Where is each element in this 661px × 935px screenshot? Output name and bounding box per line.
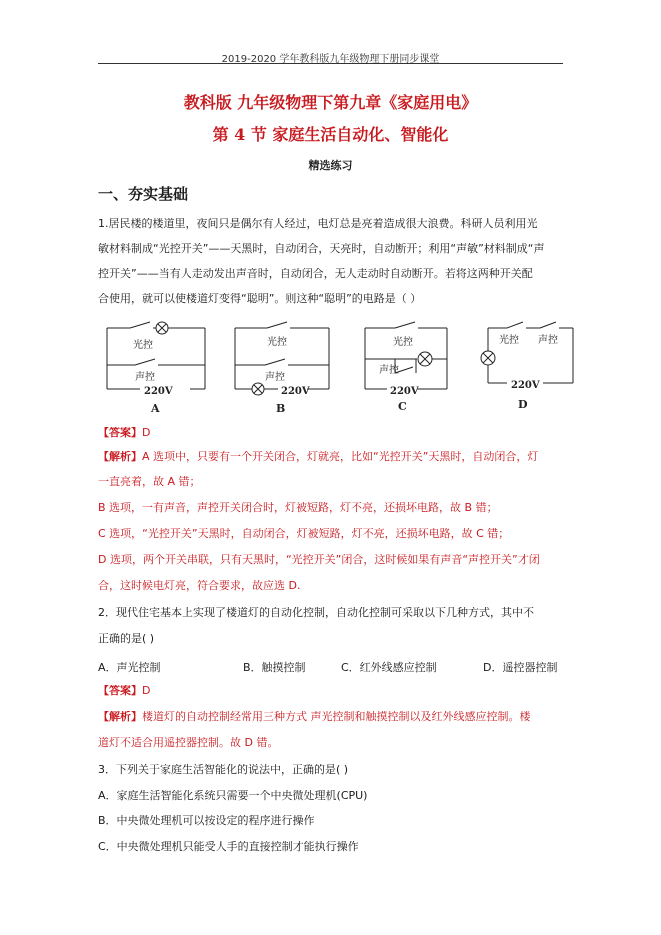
circuit-c-voltage: 220V [390, 386, 419, 397]
q2-option-a: A．声光控制 [98, 661, 161, 674]
circuit-c [365, 322, 447, 389]
circuit-d [481, 322, 573, 383]
q1-line-1: 1.居民楼的楼道里，夜间只是偶尔有人经过，电灯总是亮着造成很大浪费。科研人员利用光 [98, 218, 538, 230]
q1-answer [98, 427, 564, 439]
q2-answer [98, 685, 564, 697]
circuit-d-sound-label: 声控 [538, 335, 558, 346]
answer-tag: 【答案】 [98, 427, 142, 439]
answer-value: D [142, 685, 151, 697]
document-title: 教科版 九年级物理下第九章《家庭用电》 [183, 93, 478, 112]
circuit-d-light-label: 光控 [499, 335, 519, 346]
analysis-text: A 选项中，只要有一个开关闭合，灯就亮，比如“光控开关”天黑时，自动闭合，灯 [142, 451, 539, 463]
analysis-tag: 【解析】 [98, 711, 142, 723]
q3-line-1: 3．下列关于家庭生活智能化的说法中，正确的是( ) [98, 764, 349, 776]
answer-tag: 【答案】 [98, 685, 142, 697]
circuit-c-sound-label: 声控 [379, 365, 399, 376]
analysis-tag: 【解析】 [98, 451, 142, 463]
q2-option-d: D．遥控器控制 [483, 661, 558, 674]
circuit-b-voltage: 220V [281, 386, 310, 397]
header-rule [98, 63, 563, 64]
q1-analysis-line-5: D 选项，两个开关串联，只有天黑时，“光控开关”闭合，这时候如果有声音“声控开关”才闭 [98, 554, 540, 566]
circuit-a-sound-label: 声控 [135, 372, 155, 383]
q2-line-1: 2．现代住宅基本上实现了楼道灯的自动化控制，自动化控制可采取以下几种方式，其中不 [98, 607, 534, 619]
circuit-d-option: D [518, 398, 528, 411]
q1-analysis-line-4: C 选项，“光控开关”天黑时，自动闭合，灯被短路，灯不亮，还损坏电路，故 C 错； [98, 528, 510, 540]
section-title: 第 4 节 家庭生活自动化、智能化 [212, 125, 449, 144]
circuit-diagrams [95, 315, 585, 415]
q1-line-3: 控开关”——当有人走动发出声音时，自动闭合，无人走动时自动断开。若将这两种开关配 [98, 268, 533, 280]
circuit-c-option: C [398, 400, 407, 413]
circuit-a-voltage: 220V [144, 386, 173, 397]
circuit-b [235, 322, 329, 395]
circuit-b-sound-label: 声控 [265, 372, 285, 383]
q3-option-a: A．家庭生活智能化系统只需要一个中央微处理机(CPU) [98, 790, 368, 802]
q1-analysis-line-1 [98, 451, 564, 463]
circuit-a-option: A [151, 402, 160, 415]
circuit-b-light-label: 光控 [267, 337, 287, 348]
answer-value: D [142, 427, 151, 439]
q2-line-2: 正确的是( ) [98, 633, 155, 645]
circuit-c-light-label: 光控 [393, 337, 413, 348]
circuit-a [107, 322, 205, 389]
q1-line-2: 敏材料制成“光控开关”——天黑时，自动闭合，天亮时，自动断开；利用“声敏”材料制成“声 [98, 243, 545, 255]
q1-line-4: 合使用，就可以使楼道灯变得“聪明”。则这种“聪明”的电路是（ ） [98, 293, 422, 305]
q2-analysis-line-1 [98, 711, 564, 723]
q2-option-c: C．红外线感应控制 [341, 661, 437, 674]
q1-analysis-line-6: 合，这时候电灯亮，符合要求，故应选 D. [98, 580, 301, 592]
q1-analysis-line-2: 一直亮着，故 A 错； [98, 476, 201, 488]
subtitle: 精选练习 [308, 159, 353, 172]
circuit-b-option: B [276, 402, 286, 415]
analysis-text: 楼道灯的自动控制经常用三种方式 声光控制和触摸控制以及红外线感应控制。楼 [142, 711, 531, 723]
q2-analysis-line-2: 道灯不适合用遥控器控制。故 D 错。 [98, 737, 279, 749]
q3-option-c: C．中央微处理机只能受人手的直接控制才能执行操作 [98, 841, 359, 853]
part-heading: 一、夯实基础 [98, 185, 189, 203]
page-header: 2019-2020 学年教科版九年级物理下册同步课堂 [221, 54, 440, 65]
circuit-a-light-label: 光控 [133, 340, 153, 351]
q2-option-b: B．触摸控制 [243, 661, 306, 674]
circuit-d-voltage: 220V [511, 380, 540, 391]
q1-analysis-line-3: B 选项，一有声音，声控开关闭合时，灯被短路，灯不亮，还损坏电路，故 B 错； [98, 502, 498, 514]
q3-option-b: B．中央微处理机可以按设定的程序进行操作 [98, 815, 315, 827]
